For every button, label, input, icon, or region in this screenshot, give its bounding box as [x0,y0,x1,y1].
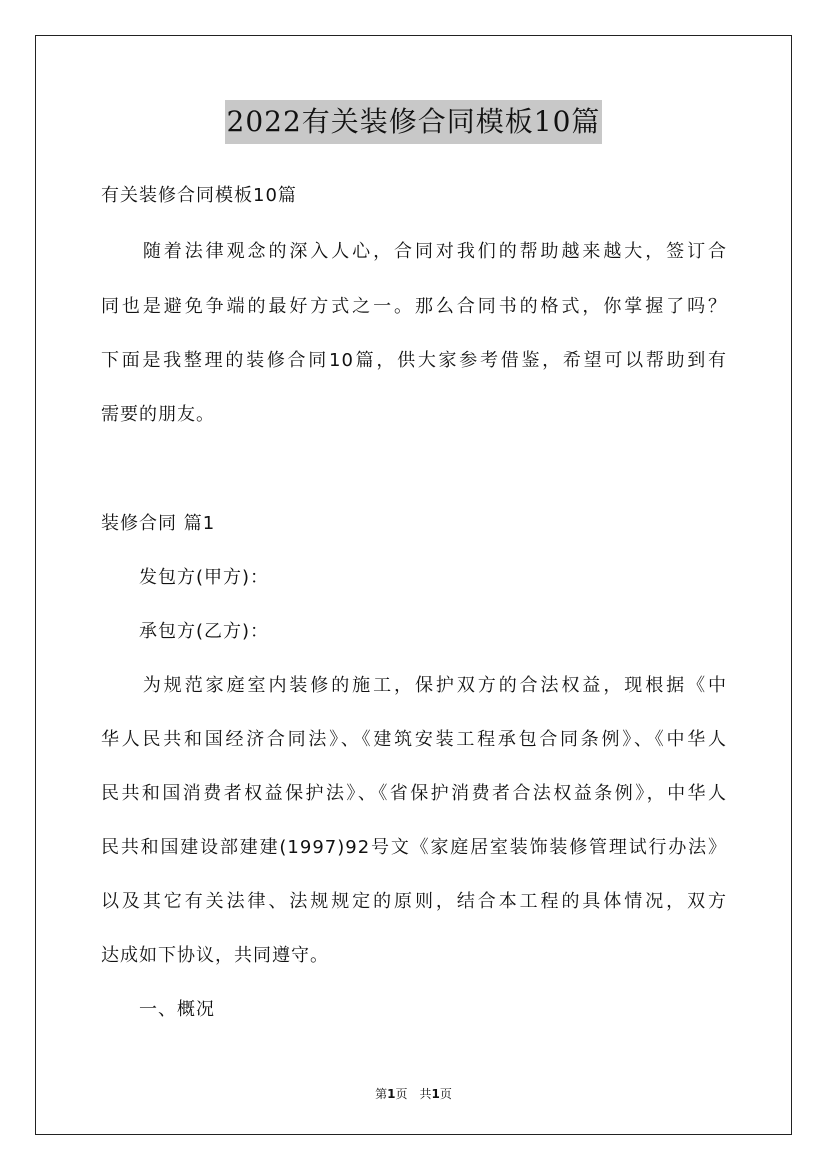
body-line: 民共和国消费者权益保护法》、《省保护消费者合法权益条例》，中华人 [101,783,727,804]
page-number: 1 [387,1087,396,1101]
clause-heading: 一、概况 [101,999,215,1020]
page-footer [0,1085,827,1102]
intro-line: 随着法律观念的深入人心，合同对我们的帮助越来越大，签订合 [101,241,727,262]
body-line: 华人民共和国经济合同法》、《建筑安装工程承包合同条例》、《中华人 [101,729,727,750]
body-line: 以及其它有关法律、法规规定的原则，结合本工程的具体情况，双方 [101,891,727,912]
intro-line: 同也是避免争端的最好方式之一。那么合同书的格式，你掌握了吗？ [101,296,727,317]
intro-line: 下面是我整理的装修合同10篇，供大家参考借鉴，希望可以帮助到有 [101,350,727,371]
body-line: 达成如下协议，共同遵守。 [101,945,329,966]
title-wrap [0,100,827,144]
footer-text: 页 共 [395,1087,432,1101]
footer-text: 第 [375,1087,388,1101]
page-total: 1 [431,1087,440,1101]
intro-line: 需要的朋友。 [101,404,215,425]
section-heading: 装修合同 篇1 [101,513,216,534]
footer-text: 页 [439,1087,452,1101]
party-a-line: 发包方(甲方)： [101,567,270,588]
party-b-line: 承包方(乙方)： [101,621,270,642]
document-title: 2022有关装修合同模板10篇 [225,100,603,144]
subtitle: 有关装修合同模板10篇 [101,185,297,206]
body-line: 为规范家庭室内装修的施工，保护双方的合法权益，现根据《中 [101,675,727,696]
body-line: 民共和国建设部建建(1997)92号文《家庭居室装饰装修管理试行办法》 [101,837,727,858]
